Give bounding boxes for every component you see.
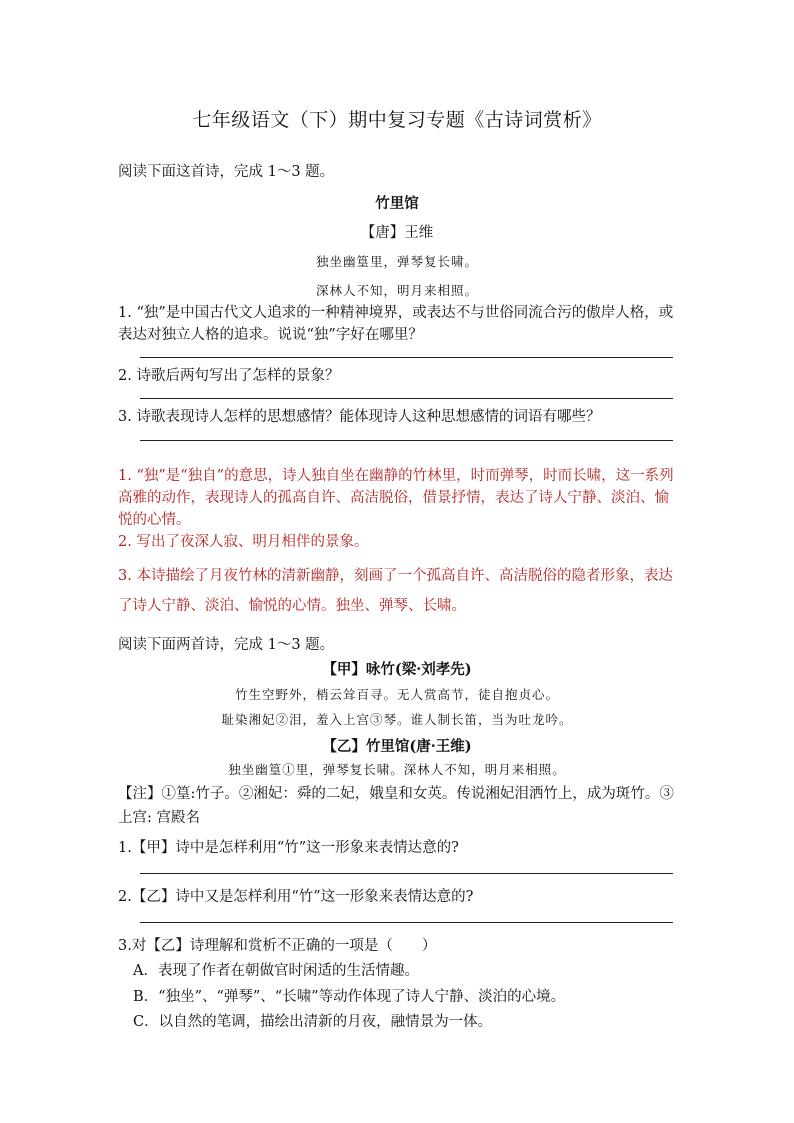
answer-line <box>140 922 673 923</box>
poem-line-1: 独坐幽篁里，弹琴复长啸。 <box>315 254 478 269</box>
poem-author: 【唐】王维 <box>360 225 434 241</box>
question-2-1: 1.【甲】诗中是怎样利用“竹”这一形象来表情达意的? <box>118 840 459 856</box>
section2-intro: 阅读下面两首诗，完成 1～3 题。 <box>118 637 335 653</box>
poem-a-line-1: 竹生空野外，梢云耸百寻。无人赏高节，徒自抱贞心。 <box>234 687 559 702</box>
poem-a-line-2: 耻染湘妃②泪，羞入上宫③琴。谁人制长笛，当为吐龙吟。 <box>221 712 573 727</box>
page-title: 七年级语文（下）期中复习专题《古诗词赏析》 <box>192 109 602 131</box>
answer-line <box>140 873 673 874</box>
answer-line <box>140 357 673 358</box>
option-a: A．表现了作者在朝做官时闲适的生活情趣。 <box>133 963 419 979</box>
question-1: 1. “独”是中国古代文人追求的一种精神境界，或表达不与世俗同流合污的傲岸人格，或表达对独立人格的追求。说说“独”字好在哪里？ <box>118 305 674 343</box>
answer-line <box>140 440 673 441</box>
answer-3: 3. 本诗描绘了月夜竹林的清新幽静，刻画了一个孤高自许、高洁脱俗的隐者形象，表达了诗人宁静、淡泊、愉悦的心情。独坐、弹琴、长啸。 <box>118 568 673 614</box>
option-c: C．以自然的笔调，描绘出清新的月夜，融情景为一体。 <box>133 1014 493 1030</box>
answer-2: 2. 写出了夜深人寂、明月相伴的景象。 <box>118 534 369 550</box>
poem-b-line: 独坐幽篁①里，弹琴复长啸。深林人不知，明月来相照。 <box>228 762 566 777</box>
question-2-2: 2.【乙】诗中又是怎样利用“竹”这一形象来表情达意的? <box>118 889 474 905</box>
poem-line-2: 深林人不知，明月来相照。 <box>315 283 478 298</box>
option-b: B．“独坐”、“弹琴”、“长啸”等动作体现了诗人宁静、淡泊的心境。 <box>133 989 566 1005</box>
poem-a-title: 【甲】咏竹(梁·刘孝先) <box>322 661 472 678</box>
question-2-3: 3.对【乙】诗理解和赏析不正确的一项是（ ） <box>118 938 437 954</box>
answer-1: 1. “独”是“独自”的意思，诗人独自坐在幽静的竹林里，时而弹琴，时而长啸，这一系列高雅的动作，表现诗人的孤高自许、高洁脱俗，借景抒情，表达了诗人宁静、淡泊、愉悦的心情。 <box>118 468 674 528</box>
note: 【注】①篁:竹子。②湘妃：舜的二妃，娥皇和女英。传说湘妃泪洒竹上，成为斑竹。③上宫: 宫殿名 <box>118 786 674 826</box>
section1-intro: 阅读下面这首诗，完成 1～3 题。 <box>118 164 335 180</box>
answer-line <box>140 398 673 399</box>
poem-b-title: 【乙】竹里馆(唐·王维) <box>322 738 472 755</box>
question-2: 2. 诗歌后两句写出了怎样的景象？ <box>118 368 340 384</box>
poem-title: 竹里馆 <box>375 195 419 212</box>
question-3: 3. 诗歌表现诗人怎样的思想感情？能体现诗人这种思想感情的词语有哪些？ <box>118 409 601 425</box>
